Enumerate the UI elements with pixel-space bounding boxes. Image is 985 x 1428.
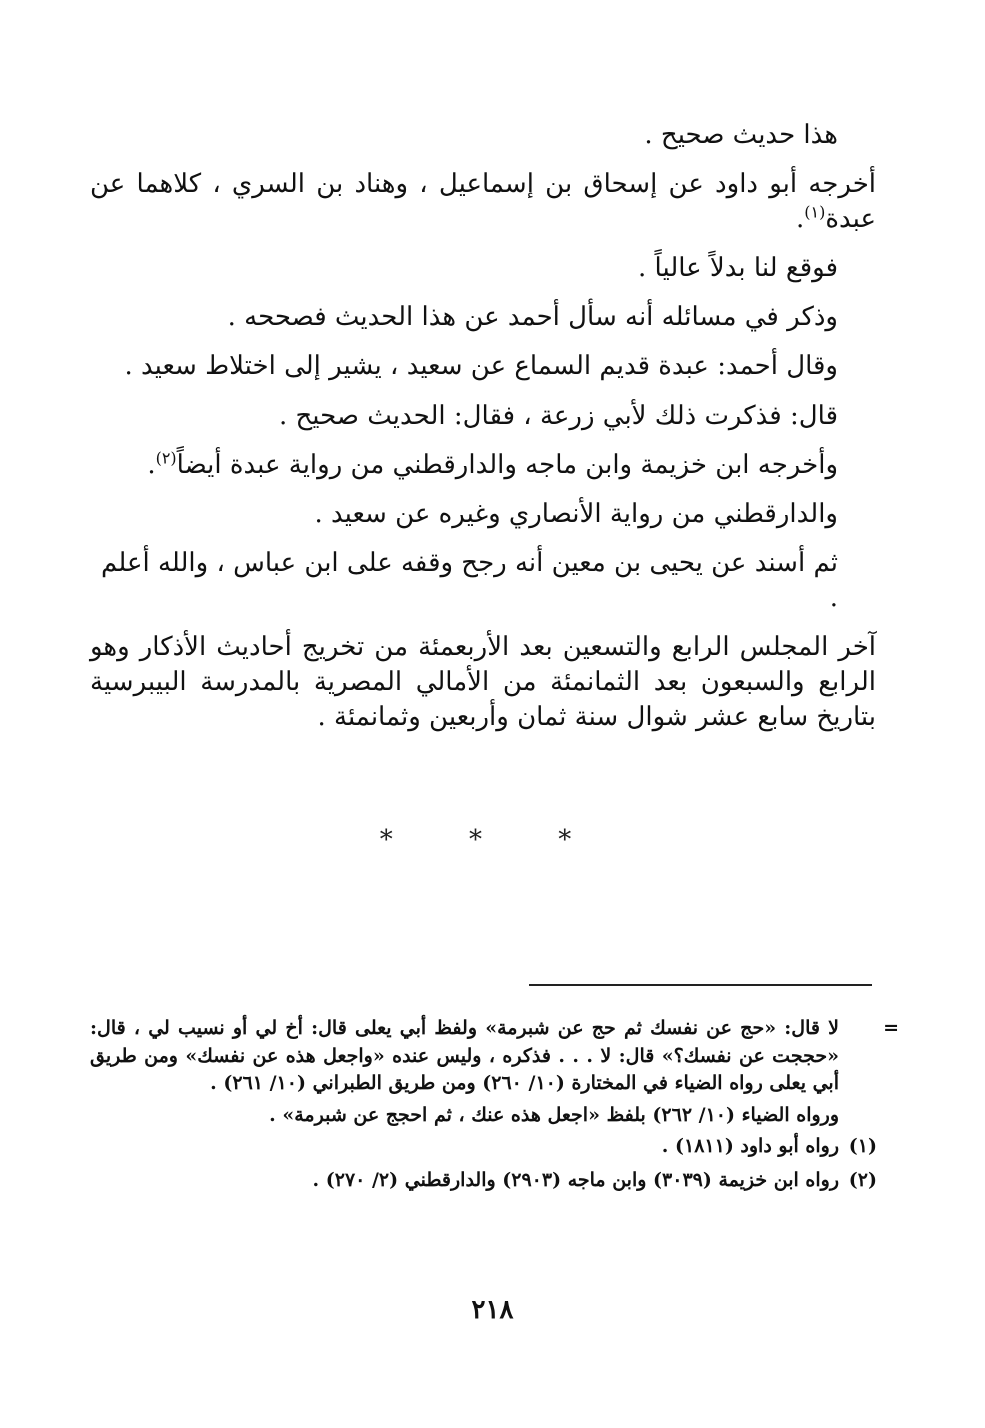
paragraph-10 [90, 630, 876, 735]
paragraph-2-end: . [796, 204, 805, 235]
paragraph-10-text: آخر المجلس الرابع والتسعين بعد الأربعمئة من تخريج أحاديث الأذكار وهو الرابع والسبعون بعد الثمانمئة من الأمالي المصرية بالمدرسة البيبرسية بتاريخ سابع عشر شوال سنة ثمان وأربعين وثمانمئة . [90, 632, 876, 733]
footnote-2-text: رواه ابن خزيمة (٣٠٣٩) وابن ماجه (٢٩٠٣) والدارقطني (٢/ ٢٧٠) . [312, 1168, 839, 1191]
footnote-continuation-2 [90, 1102, 877, 1130]
paragraph-2-text: أخرجه أبو داود عن إسحاق بن إسماعيل ، وهناد بن السري ، كلاهما عن عبدة [90, 169, 876, 235]
footnote-continuation [90, 1015, 899, 1098]
footnote-1-number: (١) [848, 1135, 877, 1158]
paragraph-5 [90, 349, 838, 384]
paragraph-7 [90, 448, 838, 483]
paragraph-1-text: هذا حديث صحيح . [644, 120, 838, 150]
footnote-continuation-text-1: لا قال: «حج عن نفسك ثم حج عن شبرمة» ولفظ أبي يعلى قال: أخ لي أو نسيب لي ، قال: «حججت عن نفسك؟» قال: لا . . . فذكره ، وليس عنده «واجعل هذه عن نفسك» ومن طريق أبي يعلى رواه الضياء في المختارة (١٠/ ٢٦٠) ومن طريق الطبراني (١٠/ ٢٦١) . [90, 1017, 839, 1095]
paragraph-4 [90, 300, 838, 335]
footnote-ref-1: (١) [804, 202, 826, 222]
paragraph-9 [90, 546, 838, 616]
paragraph-1 [90, 118, 838, 153]
page-number: ٢١٨ [471, 1295, 514, 1325]
paragraph-2 [90, 167, 876, 237]
paragraph-6 [90, 399, 838, 434]
main-text [90, 118, 876, 749]
footnotes [90, 1015, 899, 1200]
paragraph-8 [90, 497, 838, 532]
paragraph-3-text: فوقع لنا بدلاً عالياً . [638, 253, 838, 284]
paragraph-7-text: وأخرجه ابن خزيمة وابن ماجه والدارقطني من رواية عبدة أيضاً [176, 449, 838, 480]
footnote-divider [529, 984, 872, 986]
footnote-1 [90, 1133, 877, 1161]
section-separator: * * * [379, 825, 606, 855]
paragraph-6-text: قال: فذكرت ذلك لأبي زرعة ، فقال: الحديث صحيح . [278, 400, 838, 431]
continuation-marker: = [883, 1017, 899, 1039]
paragraph-5-text: وقال أحمد: عبدة قديم السماع عن سعيد ، يشير إلى اختلاط سعيد . [124, 351, 838, 382]
paragraph-8-text: والدارقطني من رواية الأنصاري وغيره عن سعيد . [314, 498, 838, 529]
footnote-ref-2: (٢) [155, 448, 177, 467]
paragraph-9-text: ثم أسند عن يحيى بن معين أنه رجح وقفه على ابن عباس ، والله أعلم . [101, 547, 838, 613]
paragraph-4-text: وذكر في مسائله أنه سأل أحمد عن هذا الحديث فصححه . [227, 302, 838, 333]
footnote-2-number: (٢) [848, 1168, 877, 1191]
footnote-1-text: رواه أبو داود (١٨١١) . [661, 1135, 839, 1158]
paragraph-3 [90, 251, 838, 286]
footnote-2 [90, 1167, 877, 1195]
footnote-continuation-text-2: ورواه الضياء (١٠/ ٢٦٢) بلفظ «اجعل هذه عنك ، ثم احجج عن شبرمة» . [269, 1103, 839, 1126]
paragraph-7-end: . [147, 449, 156, 480]
